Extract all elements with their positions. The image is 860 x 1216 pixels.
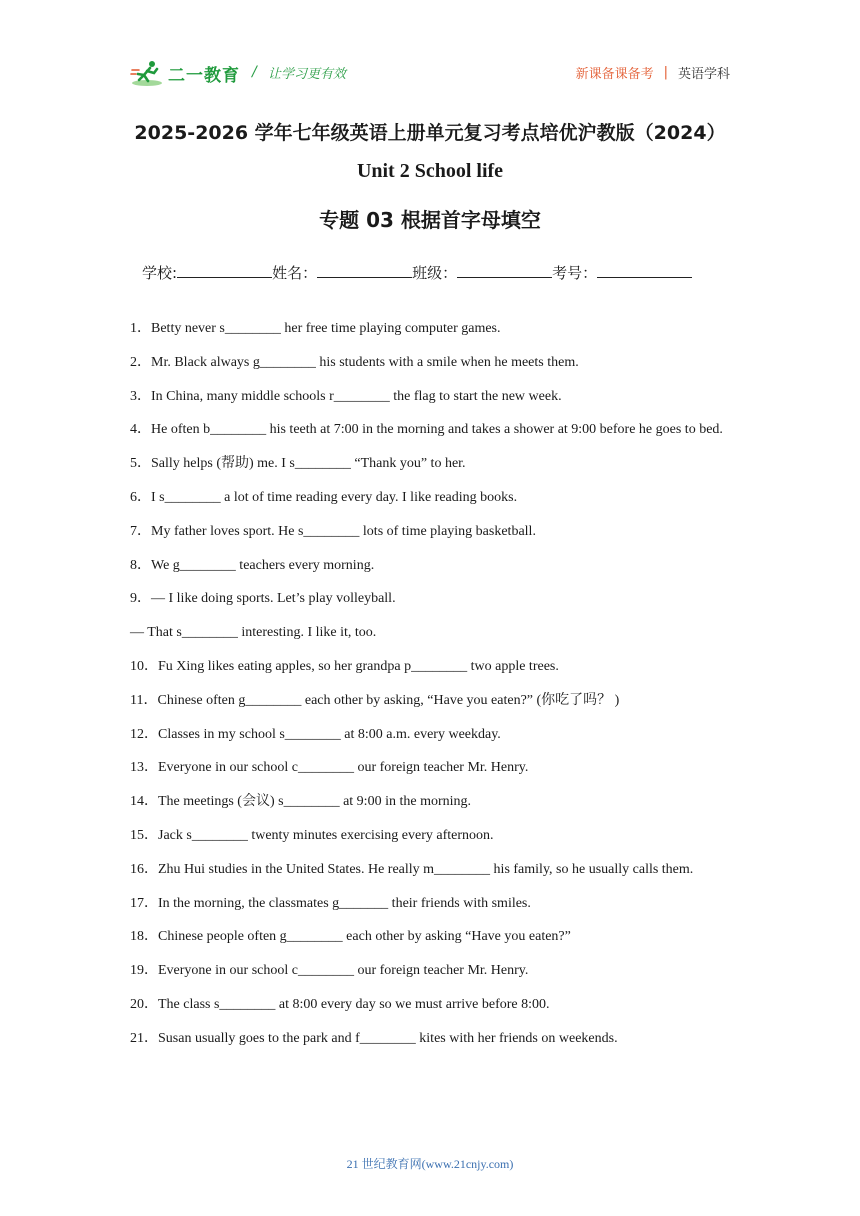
question-item: 19．Everyone in our school c________ our foreign teacher Mr. Henry. bbox=[130, 963, 529, 979]
question-item: 15．Jack s________ twenty minutes exercising every afternoon. bbox=[130, 827, 494, 843]
question-item: 10．Fu Xing likes eating apples, so her grandpa p________ two apple trees. bbox=[130, 658, 559, 674]
page-footer: 21 世纪教育网(www.21cnjy.com) bbox=[346, 1157, 514, 1171]
question-list bbox=[130, 312, 735, 1056]
question-item: 14．The meetings (会议) s________ at 9:00 in the morning. bbox=[130, 794, 472, 810]
running-figure-icon bbox=[130, 59, 164, 87]
school-blank[interactable] bbox=[177, 263, 272, 278]
class-label: 班级： bbox=[412, 264, 458, 282]
question-item: 8．We g________ teachers every morning. bbox=[130, 557, 375, 573]
question-item: 6．I s________ a lot of time reading every day. I like reading books. bbox=[130, 489, 518, 505]
question-item: 18．Chinese people often g________ each other by asking “Have you eaten?” bbox=[130, 929, 571, 945]
question-item: 12．Classes in my school s________ at 8:00 a.m. every weekday. bbox=[130, 726, 501, 742]
logo-text: 二一教育 bbox=[168, 65, 240, 86]
question-item: 7．My father loves sport. He s________ lots of time playing basketball. bbox=[130, 523, 536, 539]
header-tag-subject: 英语学科 bbox=[677, 67, 730, 82]
number-label: 考号： bbox=[552, 264, 598, 282]
header-slogan: 让学习更有效 bbox=[268, 67, 347, 82]
question-item: — That s________ interesting. I like it, too. bbox=[130, 625, 377, 641]
question-item: 20．The class s________ at 8:00 every day so we must arrive before 8:00. bbox=[130, 996, 550, 1012]
brand-logo bbox=[130, 58, 240, 88]
class-blank[interactable] bbox=[457, 263, 552, 278]
question-item: 11．Chinese often g________ each other by asking, “Have you eaten?” (你吃了吗？ ) bbox=[130, 692, 620, 708]
question-item: 5．Sally helps (帮助) me. I s________ “Thank you” to her. bbox=[130, 456, 466, 472]
page-header bbox=[130, 52, 730, 92]
name-blank[interactable] bbox=[317, 263, 412, 278]
topic-title: 专题 03 根据首字母填空 bbox=[319, 208, 541, 232]
student-info-row bbox=[142, 262, 692, 283]
question-item: 13．Everyone in our school c________ our foreign teacher Mr. Henry. bbox=[130, 760, 529, 776]
header-right bbox=[576, 63, 730, 82]
document-title: 2025-2026 学年七年级英语上册单元复习考点培优沪教版（2024） bbox=[134, 122, 726, 144]
question-item: 3．In China, many middle schools r________ the flag to start the new week. bbox=[130, 388, 562, 404]
header-separator: | bbox=[663, 65, 668, 80]
question-item: 16．Zhu Hui studies in the United States. He really m________ his family, so he usually calls them. bbox=[130, 861, 694, 877]
unit-title: Unit 2 School life bbox=[356, 160, 504, 182]
question-item: 9．— I like doing sports. Let’s play volleyball. bbox=[130, 591, 396, 607]
question-item: 2．Mr. Black always g________ his students with a smile when he meets them. bbox=[130, 354, 579, 370]
question-item: 1．Betty never s________ her free time playing computer games. bbox=[130, 321, 501, 336]
question-item: 4．He often b________ his teeth at 7:00 in the morning and takes a shower at 9:00 before he goes to bed. bbox=[130, 422, 723, 438]
header-tag-prep: 新课备课备考 bbox=[575, 67, 654, 82]
question-item: 17．In the morning, the classmates g_______ their friends with smiles. bbox=[130, 895, 531, 911]
name-label: 姓名： bbox=[272, 264, 318, 282]
number-blank[interactable] bbox=[597, 263, 692, 278]
header-slash: / bbox=[252, 64, 257, 80]
question-item: 21．Susan usually goes to the park and f________ kites with her friends on weekends. bbox=[130, 1030, 618, 1046]
school-label: 学校: bbox=[142, 264, 178, 282]
